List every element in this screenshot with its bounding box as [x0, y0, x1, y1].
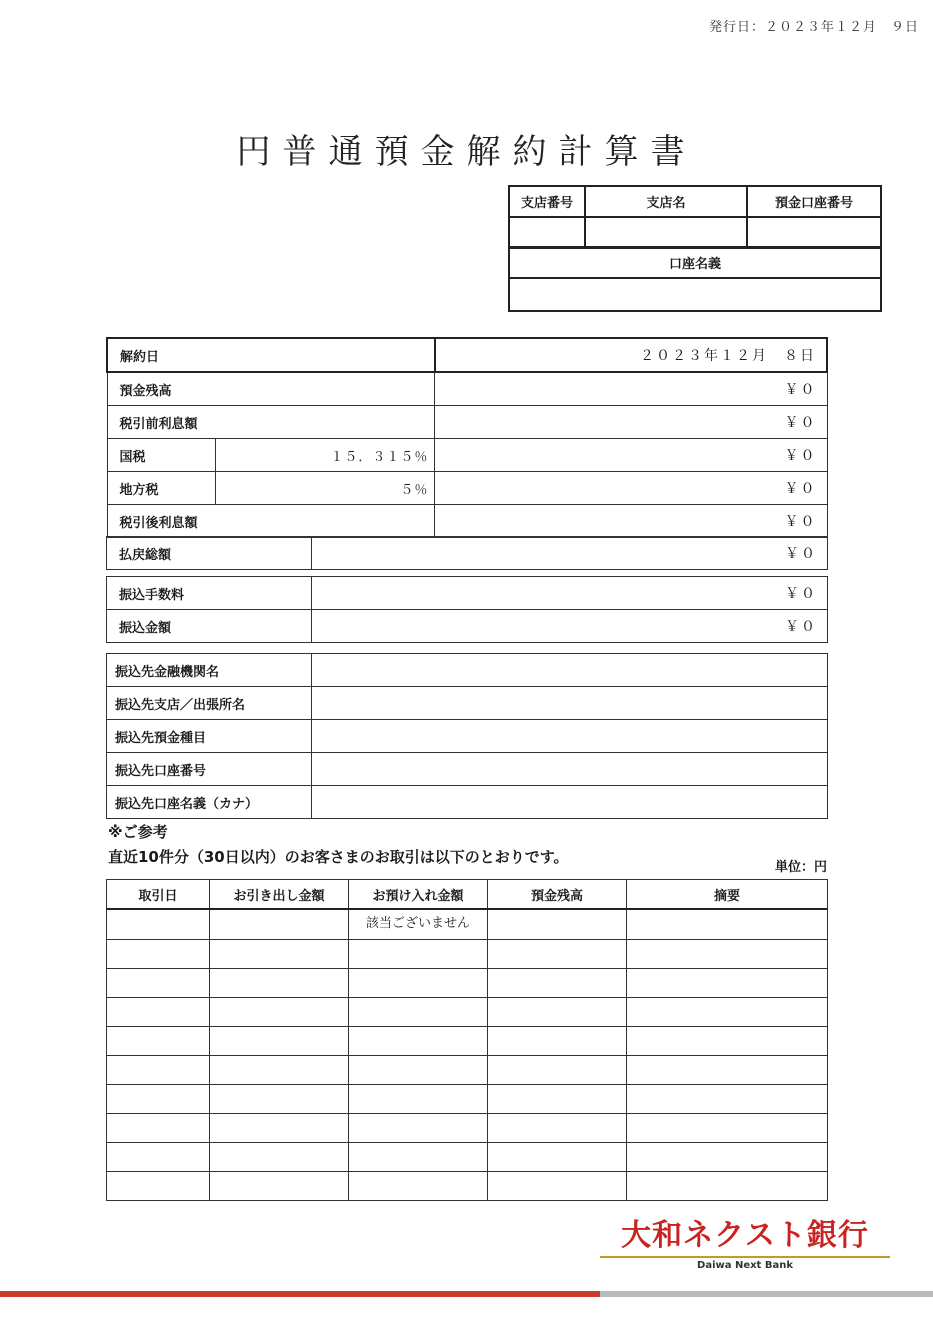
reference-note-text: 直近10件分（30日以内）のお客さまのお取引は以下のとおりです。	[108, 848, 569, 866]
posttax-interest-label: 税引後利息額	[107, 505, 435, 538]
reference-note-title: ※ご参考	[108, 823, 168, 841]
table-row	[107, 1056, 828, 1085]
destination-branch-value	[312, 687, 828, 720]
destination-account-number-value	[312, 753, 828, 786]
document-title: 円普通預金解約計算書	[236, 132, 697, 172]
national-tax-label: 国税	[107, 439, 215, 472]
table-row	[107, 940, 828, 969]
transfer-fee-value: ￥０	[312, 577, 828, 610]
pretax-interest-label: 税引前利息額	[107, 406, 435, 439]
account-number-header: 預金口座番号	[747, 186, 881, 217]
balance-label: 預金残高	[107, 372, 435, 406]
destination-row	[107, 654, 828, 687]
table-row	[107, 1085, 828, 1114]
table-header-row	[107, 880, 828, 910]
transfer-fee-label: 振込手数料	[107, 577, 312, 610]
posttax-interest-value: ￥０	[435, 505, 827, 538]
no-records-message: 該当ございません	[349, 909, 488, 940]
txn-date-header: 取引日	[107, 880, 210, 910]
refund-total-value: ￥０	[312, 537, 828, 570]
balance-value: ￥０	[435, 372, 827, 406]
branch-number-header: 支店番号	[509, 186, 585, 217]
account-holder-header: 口座名義	[509, 247, 881, 278]
national-tax-rate: １５．３１５％	[215, 439, 435, 472]
table-row	[107, 1114, 828, 1143]
transfer-amount-label: 振込金額	[107, 610, 312, 643]
table-row	[107, 1143, 828, 1172]
local-tax-rate: ５％	[215, 472, 435, 505]
table-row	[107, 969, 828, 998]
destination-row	[107, 720, 828, 753]
destination-account-type-value	[312, 720, 828, 753]
unit-label: 単位：円	[774, 860, 827, 875]
cancel-date-label: 解約日	[107, 338, 435, 372]
account-info-table	[508, 185, 882, 249]
transfer-amount-value: ￥０	[312, 610, 828, 643]
transaction-history-table	[106, 879, 828, 1201]
account-number-value	[747, 217, 881, 248]
transfer-table	[106, 576, 828, 643]
branch-number-value	[509, 217, 585, 248]
destination-branch-label: 振込先支店／出張所名	[107, 687, 312, 720]
issue-date: 発行日：２０２３年１２月 ９日	[708, 20, 919, 35]
destination-holder-value	[312, 786, 828, 819]
destination-account-type-label: 振込先預金種目	[107, 720, 312, 753]
account-holder-table	[508, 246, 882, 312]
local-tax-value: ￥０	[435, 472, 827, 505]
cancel-date-value: ２０２３年１２月 ８日	[435, 338, 827, 372]
destination-row	[107, 786, 828, 819]
transfer-destination-table	[106, 653, 828, 819]
destination-bank-value	[312, 654, 828, 687]
txn-balance-header: 預金残高	[488, 880, 627, 910]
branch-name-header: 支店名	[585, 186, 747, 217]
bank-logo-english: Daiwa Next Bank	[697, 1260, 793, 1271]
bank-logo-japanese: 大和ネクスト銀行	[621, 1218, 869, 1253]
table-row	[107, 998, 828, 1027]
table-row	[107, 1027, 828, 1056]
withdrawal-header: お引き出し金額	[210, 880, 349, 910]
destination-row	[107, 753, 828, 786]
footer-band-red	[0, 1291, 600, 1297]
refund-total-label: 払戻総額	[107, 537, 312, 570]
table-row	[107, 1172, 828, 1201]
destination-bank-label: 振込先金融機関名	[107, 654, 312, 687]
deposit-header: お預け入れ金額	[349, 880, 488, 910]
branch-name-value	[585, 217, 747, 248]
destination-holder-label: 振込先口座名義（カナ）	[107, 786, 312, 819]
description-header: 摘要	[627, 880, 828, 910]
bank-logo	[600, 1210, 890, 1271]
footer-band-gray	[600, 1291, 933, 1297]
logo-underline	[600, 1256, 890, 1258]
destination-account-number-label: 振込先口座番号	[107, 753, 312, 786]
national-tax-value: ￥０	[435, 439, 827, 472]
interest-calc-table	[106, 337, 828, 538]
pretax-interest-value: ￥０	[435, 406, 827, 439]
account-holder-value	[509, 278, 881, 311]
destination-row	[107, 687, 828, 720]
local-tax-label: 地方税	[107, 472, 215, 505]
table-row	[107, 909, 828, 940]
refund-total-table	[106, 536, 828, 570]
